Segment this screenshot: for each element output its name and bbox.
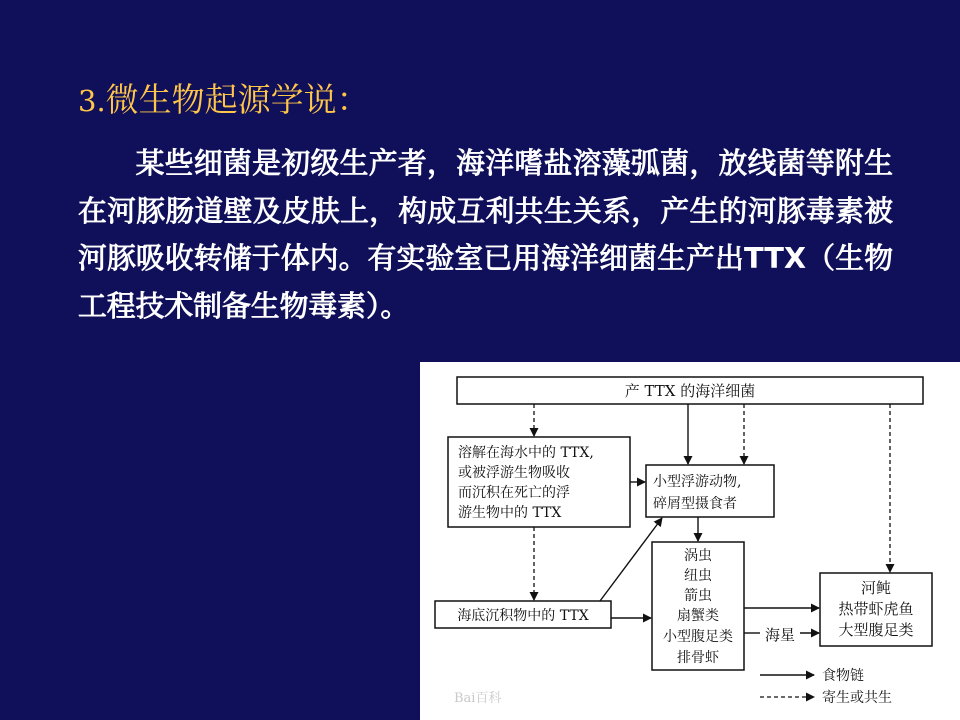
slide-title (78, 78, 370, 123)
svg-text:而沉积在死亡的浮: 而沉积在死亡的浮 (458, 485, 570, 501)
title-number: 3. (78, 84, 106, 118)
diagram-background (420, 362, 960, 720)
ttx-food-web-diagram (420, 362, 960, 720)
title-text: 微生物起源学说： (105, 80, 370, 119)
label-sediment: 海底沉积物中的 TTX (457, 608, 589, 624)
svg-text:大型腹足类: 大型腹足类 (838, 621, 914, 639)
svg-text:游生物中的 TTX: 游生物中的 TTX (458, 505, 562, 521)
svg-text:碎屑型摄食者: 碎屑型摄食者 (653, 496, 737, 512)
svg-text:扇蟹类: 扇蟹类 (677, 608, 719, 624)
svg-text:小型浮游动物,: 小型浮游动物, (653, 474, 742, 490)
svg-text:河鲀: 河鲀 (860, 579, 892, 597)
svg-text:溶解在海水中的 TTX,: 溶解在海水中的 TTX, (458, 445, 594, 461)
svg-text:或被浮游生物吸收: 或被浮游生物吸收 (458, 465, 570, 481)
body-paragraph: 某些细菌是初级生产者，海洋嗜盐溶藻弧菌，放线菌等附生在河豚肠道壁及皮肤上，构成互利共生关系，产生的河豚毒素被河豚吸收转储于体内。有实验室已用海洋细菌生产出TTX（生物工程技术制备生物毒素）。 (78, 146, 893, 323)
watermark: Bai百科 (454, 691, 502, 706)
svg-text:排骨虾: 排骨虾 (677, 650, 719, 666)
svg-text:纽虫: 纽虫 (684, 568, 712, 584)
svg-text:箭虫: 箭虫 (684, 588, 712, 604)
legend-food-chain: 食物链 (822, 668, 864, 684)
legend-symbiosis: 寄生或共生 (822, 690, 892, 706)
svg-text:小型腹足类: 小型腹足类 (663, 629, 733, 645)
svg-text:热带虾虎鱼: 热带虾虎鱼 (838, 600, 914, 618)
label-starfish: 海星 (764, 626, 796, 644)
label-bacteria: 产 TTX 的海洋细菌 (624, 382, 756, 400)
svg-text:涡虫: 涡虫 (684, 548, 712, 564)
